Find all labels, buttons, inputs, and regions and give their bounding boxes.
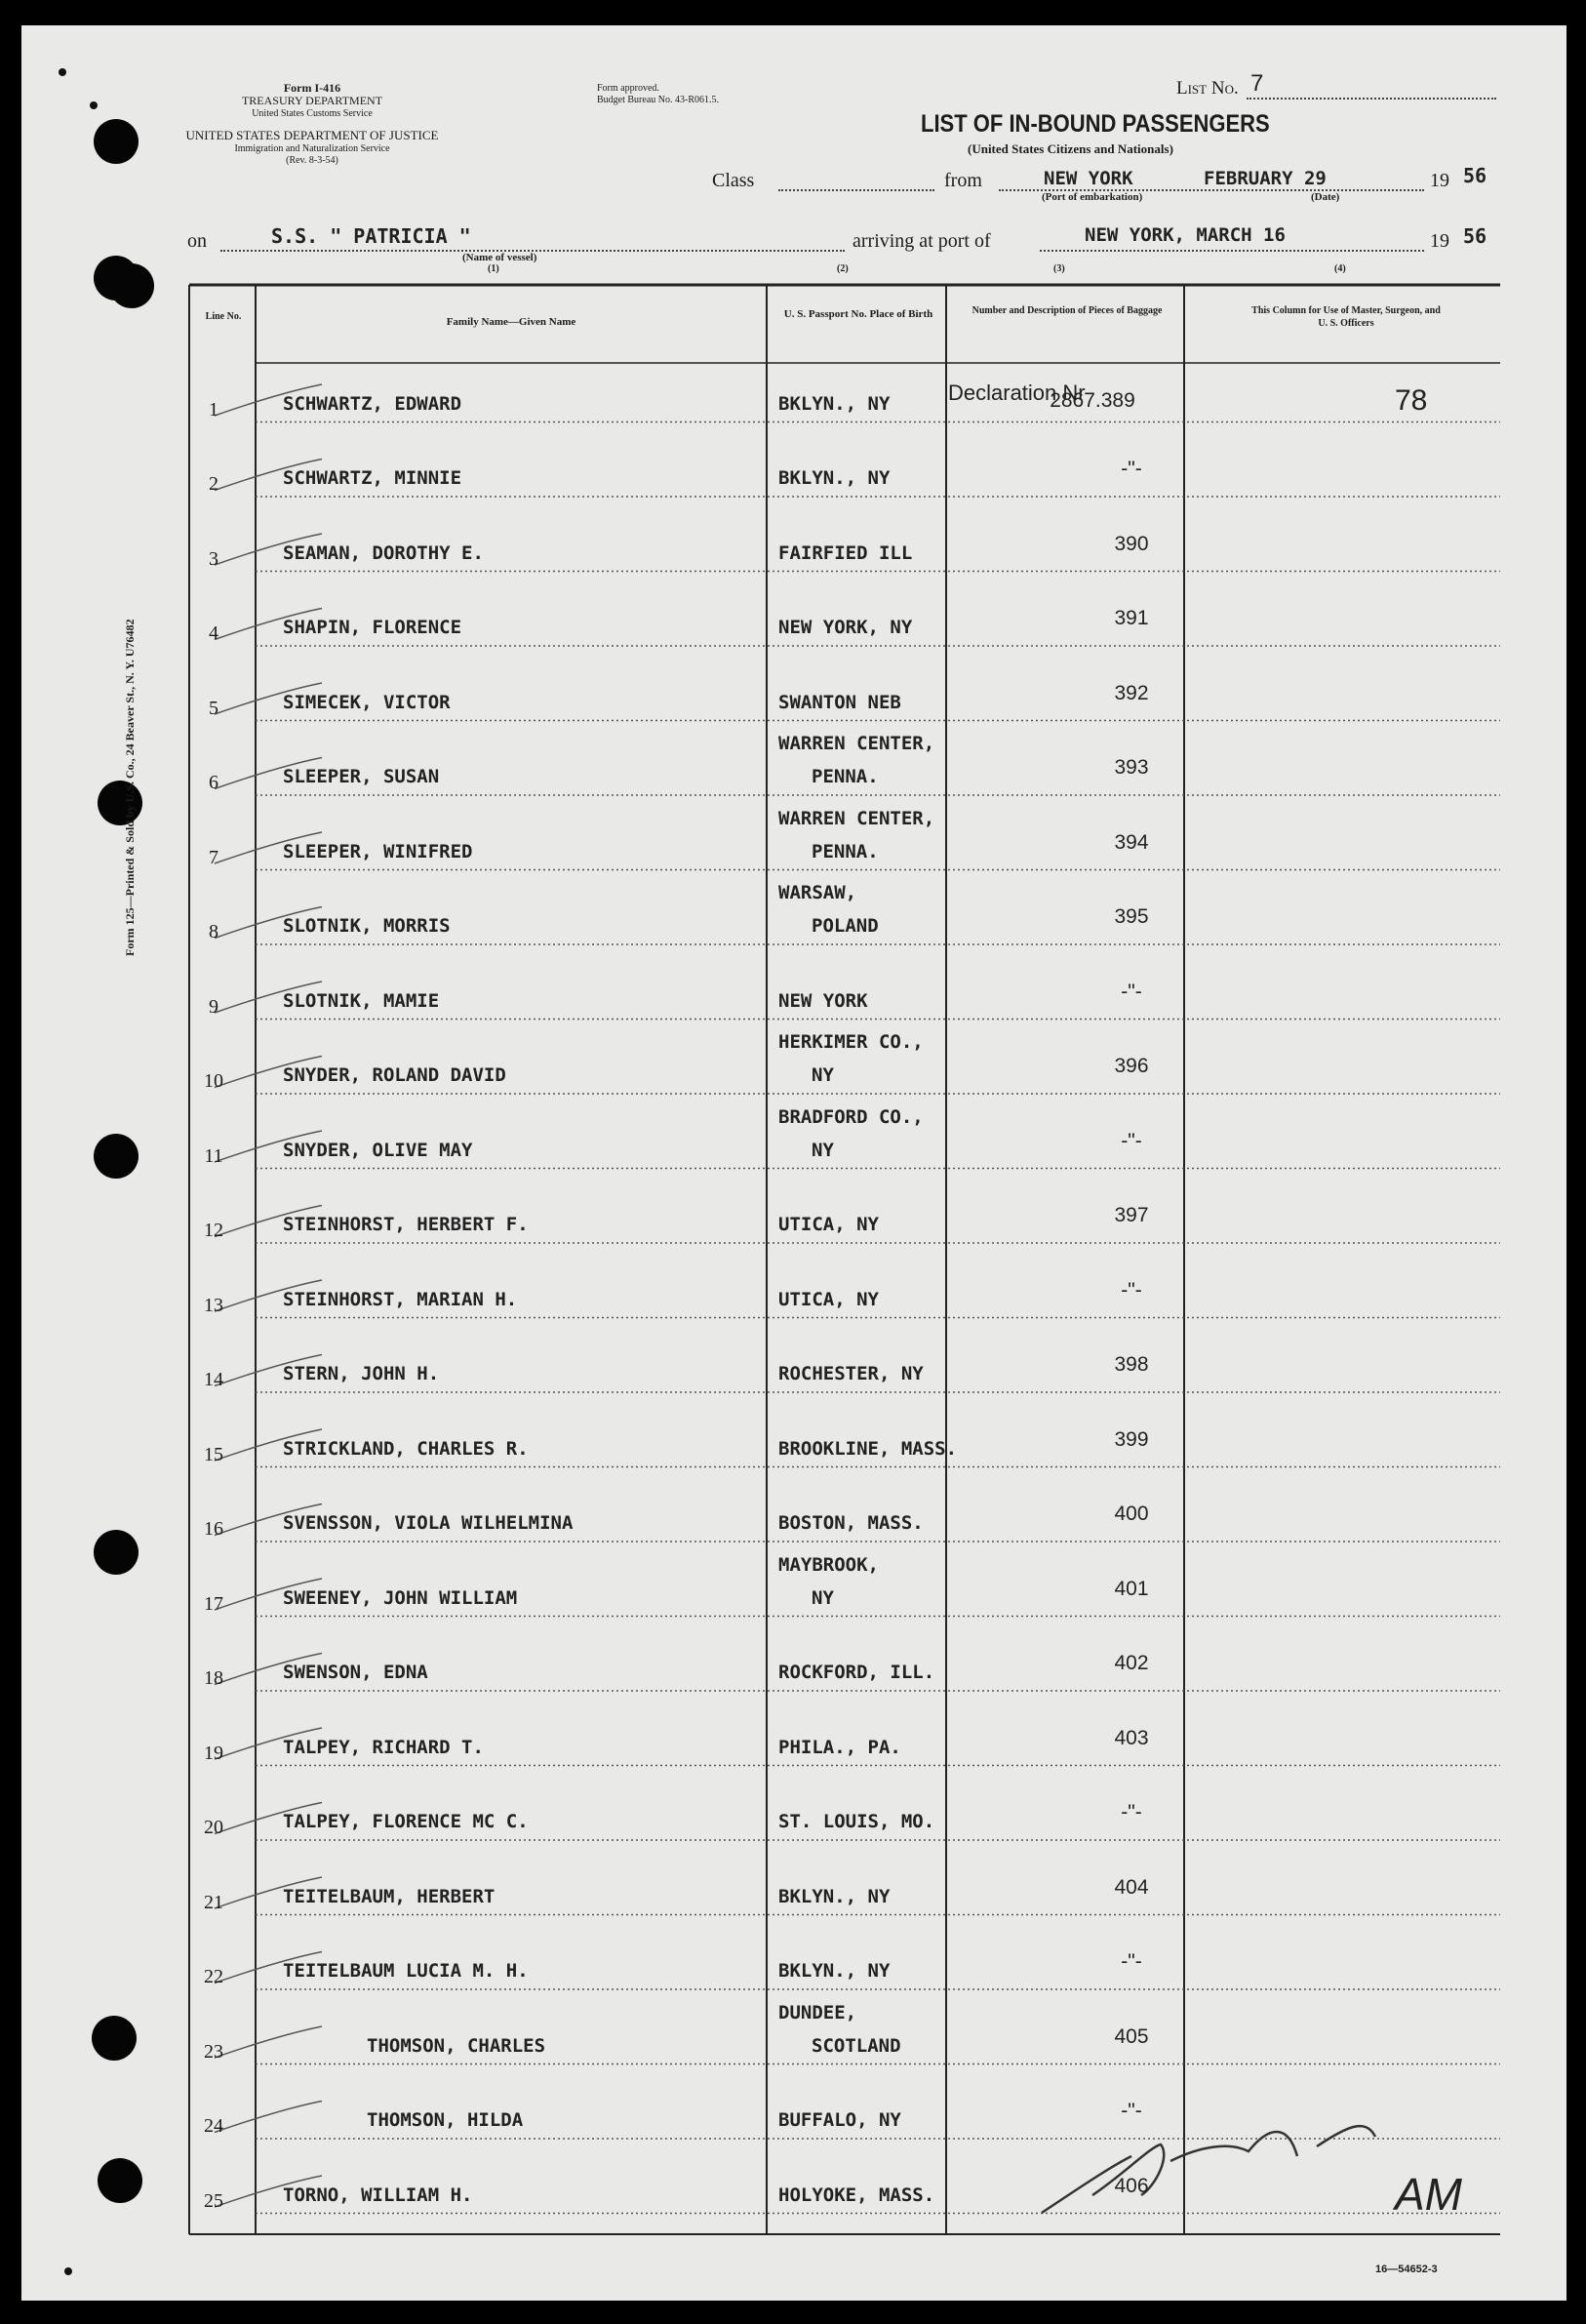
passenger-name: TALPEY, FLORENCE MC C. [283,1811,529,1832]
baggage-entry: 401 [1114,1577,1149,1600]
place-of-birth: NY [812,1586,834,1609]
place-of-birth: PENNA. [812,766,879,787]
embarkation-date: FEBRUARY 29 [1204,168,1327,189]
baggage-entry: -"- [1121,1801,1142,1823]
col-name: Family Name—Given Name [446,316,576,328]
row-line-number: 22 [204,1966,223,1987]
place-of-birth: FAIRFIED ILL [778,541,913,564]
year-prefix: 19 [1430,170,1449,191]
row-line-number: 6 [209,772,218,793]
row-line-number: 14 [204,1369,223,1390]
row-line-number: 4 [209,622,218,644]
baggage-entry: 392 [1114,681,1149,704]
place-of-birth: HOLYOKE, MASS. [778,2184,935,2206]
page-subtitle: (United States Citizens and Nationals) [968,141,1173,156]
date-caption: (Date) [1311,191,1340,203]
baggage-entry: 406 [1114,2174,1149,2197]
col-line-no: Line No. [205,311,242,322]
baggage-entry: 399 [1114,1427,1149,1451]
passenger-name: SWENSON, EDNA [283,1662,428,1683]
baggage-entry: -"- [1121,980,1142,1003]
passenger-name: STRICKLAND, CHARLES R. [283,1437,529,1460]
row-line-number: 1 [209,398,218,421]
passenger-name: THOMSON, HILDA [367,2109,524,2131]
row-line-number: 25 [204,2189,223,2212]
officer-note: 78 [1395,384,1428,417]
passenger-name: TEITELBAUM, HERBERT [283,1885,496,1907]
from-label: from [944,170,982,191]
row-line-number: 10 [204,1070,223,1092]
place-of-birth: ROCKFORD, ILL. [778,1662,935,1683]
passenger-name: SWEENEY, JOHN WILLIAM [283,1586,518,1609]
passenger-name: TEITELBAUM LUCIA M. H. [283,1960,529,1982]
page-title: LIST OF IN-BOUND PASSENGERS [921,110,1270,138]
form-number: Form I-416 [283,81,341,95]
row-line-number: 18 [204,1667,223,1689]
class-label: Class [712,170,755,191]
baggage-entry: 393 [1114,756,1149,779]
budget-bureau: Budget Bureau No. 43-R061.5. [597,95,719,105]
passenger-name: TALPEY, RICHARD T. [283,1736,484,1758]
passenger-name: SNYDER, ROLAND DAVID [283,1064,506,1086]
place-of-birth: BUFFALO, NY [778,2109,901,2131]
col-passport: U. S. Passport No. Place of Birth [783,308,933,320]
baggage-entry: -"- [1121,1278,1142,1302]
baggage-entry: 404 [1114,1875,1149,1899]
passenger-name: SHAPIN, FLORENCE [283,617,462,638]
signature-initials: AM [1395,2169,1462,2220]
place-of-birth: HERKIMER CO., [778,1031,924,1053]
col-officers: This Column for Use of Master, Surgeon, and U. S. Officers [1251,305,1441,329]
arriving-label: arriving at port of [852,230,991,252]
row-line-number: 13 [204,1294,223,1316]
revision: (Rev. 8-3-54) [286,155,338,166]
baggage-entry: 397 [1114,1204,1149,1226]
place-of-birth: PHILA., PA. [778,1736,901,1758]
row-line-number: 7 [209,846,218,868]
place-of-birth: UTICA, NY [778,1214,879,1235]
place-of-birth: SWANTON NEB [778,691,901,713]
passenger-name: SLOTNIK, MORRIS [283,915,451,937]
row-line-number: 24 [204,2115,223,2137]
baggage-entry: -"- [1121,1129,1142,1152]
treasury-dept: TREASURY DEPARTMENT [241,94,383,107]
passenger-name: TORNO, WILLIAM H. [283,2184,473,2206]
justice-dept: UNITED STATES DEPARTMENT OF JUSTICE [185,128,439,142]
baggage-entry: 400 [1114,1503,1149,1525]
baggage-entry: 398 [1114,1353,1149,1376]
baggage-entry: 394 [1114,830,1149,854]
place-of-birth: WARSAW, [778,882,857,903]
list-no-value: 7 [1250,70,1264,97]
row-line-number: 20 [204,1817,223,1838]
arrival-port-date: NEW YORK, MARCH 16 [1085,224,1286,246]
place-of-birth: POLAND [812,915,879,937]
caption-3: (3) [1053,263,1065,274]
year-value: 56 [1463,164,1487,187]
form-approved: Form approved. [597,83,659,94]
passenger-name: SIMECEK, VICTOR [283,691,451,713]
passenger-name: SLEEPER, WINIFRED [283,840,473,862]
baggage-entry: -"- [1121,458,1142,480]
passenger-name: THOMSON, CHARLES [367,2034,546,2057]
side-print: Form 125—Printed & Sold by U.S. Co., 24 Beaver St., N. Y. U76482 [123,619,137,956]
place-of-birth: NY [812,1139,834,1161]
baggage-entry: 403 [1114,1726,1149,1749]
place-of-birth: WARREN CENTER, [778,733,935,754]
place-of-birth: ROCHESTER, NY [778,1363,924,1384]
passenger-name: STEINHORST, HERBERT F. [283,1214,529,1235]
on-label: on [187,230,207,252]
place-of-birth: BKLYN., NY [778,1960,891,1982]
row-line-number: 15 [204,1443,223,1465]
passenger-name: SLOTNIK, MAMIE [283,989,440,1012]
col-baggage: Number and Description of Pieces of Baggage [971,305,1163,316]
place-of-birth: UTICA, NY [778,1288,879,1310]
immigration-service: Immigration and Naturalization Service [234,143,390,154]
row-line-number: 12 [204,1220,223,1241]
row-line-number: 16 [204,1518,223,1540]
row-line-number: 19 [204,1742,223,1764]
passenger-name: SCHWARTZ, MINNIE [283,467,462,489]
baggage-entry: 405 [1114,2024,1149,2048]
passenger-name: SCHWARTZ, EDWARD [283,392,462,415]
caption-2: (2) [837,263,849,274]
list-no-label: List No. [1176,78,1239,99]
place-of-birth: SCOTLAND [812,2034,901,2057]
baggage-entry: -"- [1121,2100,1142,2122]
baggage-entry: 391 [1114,607,1149,629]
passenger-name: STEINHORST, MARIAN H. [283,1288,518,1310]
baggage-entry: 395 [1114,905,1149,928]
place-of-birth: BKLYN., NY [778,392,891,415]
place-of-birth: ST. LOUIS, MO. [778,1811,935,1832]
place-of-birth: DUNDEE, [778,2001,857,2023]
place-of-birth: BKLYN., NY [778,467,891,489]
customs-service: United States Customs Service [252,108,373,119]
arrival-year-prefix: 19 [1430,230,1449,252]
place-of-birth: PENNA. [812,840,879,862]
vessel-caption: (Name of vessel) [462,252,537,263]
place-of-birth: BOSTON, MASS. [778,1512,924,1534]
baggage-entry: 390 [1114,532,1149,555]
place-of-birth: MAYBROOK, [778,1553,879,1576]
port-of-embarkation: NEW YORK [1044,168,1133,189]
row-line-number: 9 [209,995,218,1018]
place-of-birth: WARREN CENTER, [778,807,935,829]
place-of-birth: BKLYN., NY [778,1885,891,1907]
place-of-birth: NEW YORK, NY [778,617,913,638]
port-caption: (Port of embarkation) [1042,191,1143,203]
place-of-birth: BROOKLINE, MASS. [778,1437,958,1460]
baggage-entry: 2867.389 [1050,388,1135,412]
place-of-birth: BRADFORD CO., [778,1105,924,1128]
row-line-number: 11 [204,1144,223,1167]
row-line-number: 21 [204,1891,223,1913]
passenger-name: SVENSSON, VIOLA WILHELMINA [283,1512,574,1534]
passenger-name: STERN, JOHN H. [283,1363,440,1384]
caption-4: (4) [1334,263,1346,274]
baggage-entry: 396 [1114,1055,1149,1077]
place-of-birth: NY [812,1064,834,1086]
vessel-name: S.S. " PATRICIA " [271,224,471,248]
declaration-label: Declaration Nr [948,381,1086,405]
passenger-name: SLEEPER, SUSAN [283,766,440,787]
passenger-name: SEAMAN, DOROTHY E. [283,541,484,564]
row-line-number: 23 [204,2040,223,2063]
passenger-name: SNYDER, OLIVE MAY [283,1139,473,1161]
baggage-entry: -"- [1121,1950,1142,1973]
baggage-entry: 402 [1114,1652,1149,1674]
row-line-number: 17 [204,1592,223,1615]
row-line-number: 8 [209,921,218,942]
row-line-number: 2 [209,473,218,495]
arrival-year: 56 [1463,224,1487,248]
place-of-birth: NEW YORK [778,989,868,1012]
row-line-number: 5 [209,697,218,719]
vessel-caption-num: (1) [488,263,499,274]
row-line-number: 3 [209,547,218,570]
footer-code: 16—54652-3 [1375,2264,1438,2275]
